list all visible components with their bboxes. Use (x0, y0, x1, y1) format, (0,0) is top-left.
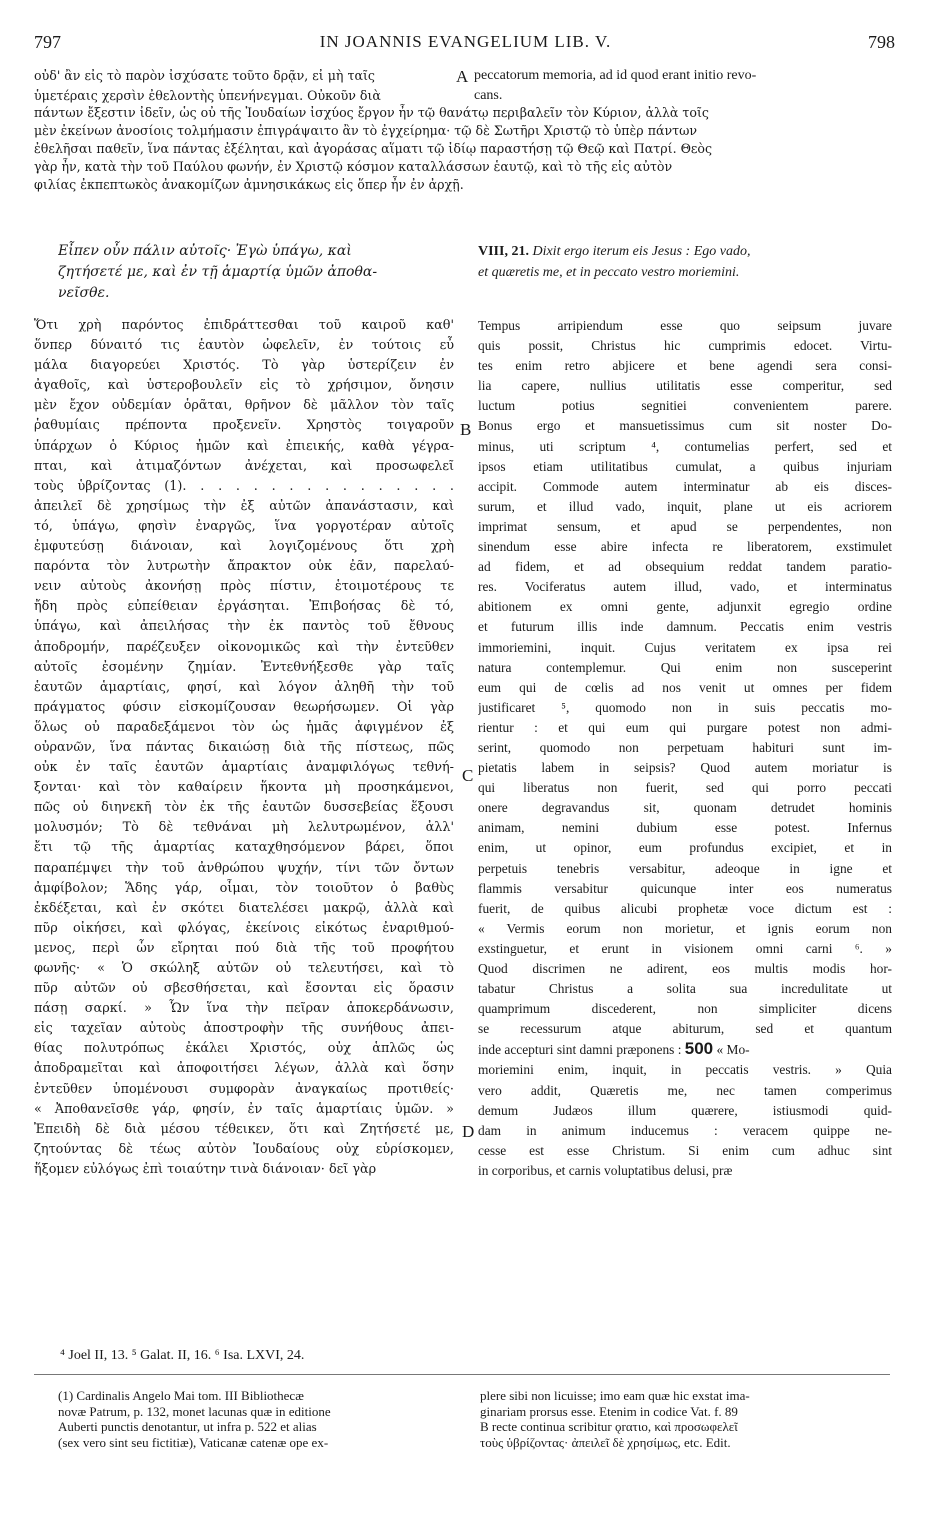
lemma-line: Εἶπεν οὖν πάλιν αὐτοῖς· Ἐγὼ ὑπάγω, καὶ (58, 243, 352, 259)
greek-line: θίας πολυτρόπως ἐκάλει Χριστός, οὐχ ἁπλῶς ὡς (34, 1041, 454, 1057)
greek-line: τοὺς ὑβρίζοντας (1). . . . . . . . . . . . . . . . (34, 478, 454, 494)
footnote-line: plere sibi non licuisse; imo eam quæ hic exstat ima- (480, 1388, 750, 1403)
latin-line: flammis versabitur quicunque inter eos numeratus (478, 880, 892, 896)
latin-line: tes enim retro abjicere et bene agendi sera consi- (478, 358, 892, 374)
greek-line: ὅνπερ δύναιτό τις ἑαυτὸν ὠφελεῖν, ἐν τούτοις εὖ (34, 338, 454, 354)
greek-line: παρόντα τὸν λυτρωτὴν ἄπρακτον οὐκ ἐᾶν, παρελαύ- (34, 559, 454, 575)
greek-line: μενος, περὶ ὧν εἴρηται πού διὰ τῆς τοῦ προφήτου (34, 940, 454, 956)
latin-line: fuerit, de quibus alicubi prophetæ voce dictum est : (478, 900, 892, 916)
greek-line: ἤδη πρὸς εὐπείθειαν ἐργάσηται. Ἐπιβοήσας δὲ τό, (34, 599, 454, 615)
lemma-line: et quæretis me, et in peccato vestro moriemini. (478, 265, 740, 280)
greek-line: μὲν ἔχον οὐδεμίαν ὁρᾶται, θρῆνον δὲ μᾶλλον τὸν ταῖς (34, 398, 454, 414)
greek-line: πράγματος φύσιν εἰσκομίζουσαν θεωρήσωμεν. Οἱ γὰρ (34, 699, 454, 715)
latin-line: cans. (474, 88, 503, 103)
latin-fragment: « Mo- (713, 1042, 750, 1058)
greek-line: ἀπειλεῖ δὲ χρησίμως τὴν ἐξ αὐτῶν ἀπανάστασιν, καὶ (34, 498, 454, 514)
greek-line: πῦρ αὐτῶν οὐ σβεσθήσεται, καὶ ἔσονται εἰς ὅρασιν (34, 981, 454, 997)
greek-line: μὲν ἐκείνων ἀνοσίοις τολμήμασιν ἐπιγράψαιτο ἂν τὸ ἐγχείρημα· τῷ δὲ Σωτῆρι Χριστῷ τὸ ὑπὲρ πάντων (34, 123, 698, 138)
running-title: IN JOANNIS EVANGELIUM LIB. V. (319, 32, 612, 51)
greek-line: ὅλως οὐ παραδεξάμενοι τὸν ὡς ἡμᾶς ἀφιγμένον ἐξ (34, 719, 454, 735)
greek-line: Ὅτι χρὴ παρόντος ἐπιδράττεσθαι τοῦ καιροῦ καθ' (34, 318, 454, 333)
latin-line: serint, quomodo non perpetuam habituri sunt im- (478, 739, 892, 755)
latin-text-column (478, 316, 892, 1181)
greek-line: ἥξομεν εὐλόγως ἐπὶ τοιαύτην τινὰ διάνοιαν· δεῖ γὰρ (34, 1161, 377, 1177)
column-number-marker: 500 (684, 1039, 714, 1059)
lemma-line: νεῖσθε. (58, 285, 110, 301)
footnote-line: Auberti punctis denotantur, ut infra p. 522 et alias (58, 1419, 317, 1434)
greek-line: ῥαθυμίαις πρέποντα προξενεῖν. Χρηστὸς τοιγαροῦν (34, 418, 454, 434)
greek-line: ἀμφίβολον; Ἅδης γάρ, οἶμαι, τὸν τοιοῦτον ὁ βαθὺς (34, 880, 454, 896)
latin-lemma (478, 241, 892, 283)
margin-letter-b: B (460, 420, 472, 439)
footnote-line: τοὺς ὑβρίζοντας· ἀπειλεῖ δὲ χρησίμως, etc. Edit. (480, 1434, 731, 1450)
greek-continuation (34, 66, 452, 106)
page-number-left: 797 (34, 32, 61, 52)
footnote-left (58, 1388, 458, 1450)
latin-line: dam in animum inducemus : veracem quippe ne- (478, 1122, 892, 1138)
greek-line: ἐθελῆσαι παθεῖν, ἵνα πάντας ἐξέληται, καὶ ἀγοράσας αἵματι τῷ ἰδίῳ παραστήσῃ τῷ Θεῷ καὶ Πατρί. Θεὸς (34, 141, 713, 156)
greek-line: « Ἀποθανεῖσθε γάρ, φησίν, ἐν ταῖς ἁμαρτίαις ὑμῶν. » (34, 1101, 454, 1117)
greek-lemma (58, 241, 468, 304)
greek-line: ζητούντας δὲ τέως αὐτὸν Ἰουδαίους οὐχ εὑρίσκομεν, (34, 1141, 454, 1157)
latin-line: accipit. Commode autem interminatur ab eis disces- (478, 478, 892, 494)
greek-line: πῶς οὐ διηνεκῆ τὸν ἐκ τῆς ἑαυτῶν δυσσεβείας ἕξουσι (34, 800, 454, 816)
footnote-line: (1) Cardinalis Angelo Mai tom. III Bibliothecæ (58, 1388, 304, 1403)
latin-line: peccatorum memoria, ad id quod erant initio revo- (474, 68, 757, 83)
footnote-line: (sex vero sint seu fictitiæ), Vaticanæ catenæ ope ex- (58, 1434, 329, 1450)
latin-line: qui liberatus non fuerit, sed qui porro peccati (478, 780, 892, 796)
latin-line: justificaret ⁵, quomodo non in suis peccatis mo- (478, 699, 892, 715)
latin-line: tabatur Christus a solita sua incredulitate ut (478, 981, 892, 997)
greek-line: ὑπάγω, καὶ ἀπειλήσας τὴν ἐκ παντὸς τοῦ ἔθνους (34, 619, 454, 635)
latin-line: vero addit, Quæretis me, nec tamen comperimus (478, 1082, 892, 1098)
latin-line: Tempus arripiendum esse quo seipsum juvare (478, 318, 892, 333)
greek-line: ἀγαθοῖς, καὶ ὑστεροβουλεῖν εἰς τὸ χρήσιμον, ὄνησιν (34, 378, 454, 394)
greek-line: ξονται· καὶ τὸν καθαίρειν ἥκοντα μὴ προσηκάμενοι, (34, 780, 454, 796)
latin-line: quamprimum discederent, non simpliciter dicens (478, 1001, 892, 1017)
latin-line: Bonus ergo et mansuetissimus cum sit noster Do- (478, 418, 892, 434)
lemma-line: ζητήσετέ με, καὶ ἐν τῇ ἁμαρτίᾳ ὑμῶν ἀποθα- (58, 264, 378, 280)
running-header (0, 32, 931, 58)
greek-line: γὰρ ἦν, κατὰ τὴν τοῦ Παύλου φωνήν, ἐν Χριστῷ κόσμον καταλλάσσων ἑαυτῷ, καὶ τὸ τῆς εἰς αὐτὸν (34, 159, 673, 174)
scripture-references: ⁴ Joel II, 13. ⁵ Galat. II, 16. ⁶ Isa. LXVI, 24. (60, 1348, 305, 1363)
latin-line: sinendum esse abire infecta re liberatorem, exstimulet (478, 539, 892, 555)
latin-line: pietatis labem in seipsis? Quod autem moriatur is (478, 760, 892, 776)
margin-letter-c: C (462, 766, 474, 785)
footnote-line: B recte continua scribitur ǫrατιο, καὶ προσωφελεῖ (480, 1419, 738, 1434)
margin-letter-d: D (462, 1122, 475, 1141)
greek-line: ἀποδραμεῖται καὶ ἀποφοιτήσει λέγων, ἀλλὰ καὶ ὅσην (34, 1061, 454, 1077)
greek-line: τό, ὑπάγω, φησὶν ἐναργῶς, ἵνα γοργοτέραν αὐτοῖς (34, 518, 454, 534)
greek-line: ἐμφυτεύσῃ διάνοιαν, καὶ λογιζομένους ὅτι χρὴ (34, 539, 454, 555)
latin-line: cesse est esse Christum. Si enim cum adhuc sint (478, 1142, 892, 1158)
lemma-line (478, 241, 892, 262)
latin-line: onere degravandus sit, quonam detrudet hominis (478, 800, 892, 816)
greek-line: πται, καὶ ἀτιμαζόντων ἀνέχεται, καὶ προσωφελεῖ (34, 458, 454, 474)
latin-line: surum, et illud vado, inquit, plane ut eis acriorem (478, 498, 892, 514)
footnote-line: ginariam prorsus esse. Etenim in codice Vat. f. 89 (480, 1403, 738, 1419)
greek-line: οὐκ ἐν ταῖς ἑαυτῶν ἁμαρτίαις ἀναμφιλόγως τεθνή- (34, 760, 454, 776)
latin-line: quis possit, Christus hic cumprimis edocet. Virtu- (478, 338, 892, 354)
latin-line: ipsos etiam utilitatibus cumulat, a quibus injuriam (478, 458, 892, 474)
latin-line: moriemini enim, inquit, in peccatis vestris. » Quia (478, 1062, 892, 1078)
greek-line: παραπέμψει τὴν τοῦ ἀνθρώπου ψυχήν, τίνι τῶν ὄντων (34, 860, 454, 876)
greek-line: ὑμετέραις χερσὶν ἐθελοντὴς ὑπενήνεγμαι. Οὐκοῦν διὰ (34, 88, 381, 103)
latin-line: enim, ut opinor, eum profundus excipiet, et in (478, 840, 892, 856)
greek-line: ἐκδέξεται, καὶ ἐν σκότει διατελέσει μακρῷ, ἀλλὰ καὶ (34, 900, 454, 916)
greek-line: πάντων ἔξεστιν ἰδεῖν, ὡς οὐ τῆς Ἰουδαίων ἰσχύος ἔργον ἦν τῷ θανάτῳ περιβαλεῖν τὸν Κύριον, ἀλλὰ τοῖς (34, 105, 709, 120)
greek-line: οὐδ' ἂν εἰς τὸ παρὸν ἰσχύσατε τοῦτο δρᾷν, εἰ μὴ ταῖς (34, 68, 375, 83)
page-number-right: 798 (868, 32, 895, 52)
greek-line: οὐρανῶν, ἵνα πάντας δικαιώσῃ διὰ τῆς πίστεως, πῶς (34, 739, 454, 755)
latin-line: eum qui de cœlis ad nos venit ut omnes per fidem (478, 679, 892, 695)
latin-line: imprimat sensum, et apud se perpendentes, non (478, 518, 892, 534)
greek-line: μολυσμόν; Τὸ δὲ τεθνάναι μὴ λελυτρωμένον, ἀλλ' (34, 820, 454, 836)
latin-line: exstinguetur, et erunt in visionem omni carni ⁶. » (478, 940, 892, 956)
greek-line: ἐντεῦθεν ὑπομένουσι συμφορὰν ἀναγκαίως προτιθείς· (34, 1081, 454, 1097)
lemma-text: Dixit ergo iterum eis Jesus : Ego vado, (532, 244, 751, 259)
greek-line: ἑαυτῶν ἁμαρτίαις, φησί, καὶ λόγον ἀληθῆ τὴν τοῦ (34, 679, 454, 695)
latin-line: luctum potius segnitiei convenientem parere. (478, 398, 892, 414)
latin-line: Quod discrimen ne adirent, eos multis modis hor- (478, 961, 892, 976)
margin-letter-a: A (456, 67, 469, 86)
latin-line: minus, uti scriptum ⁴, contumelias perfert, sed et (478, 438, 892, 454)
latin-continuation (474, 66, 888, 106)
latin-line: res. Vociferatus autem illud, vado, et interminatus (478, 579, 892, 595)
latin-line: in corporibus, et carnis voluptatibus delusi, præ (478, 1162, 733, 1178)
verse-reference: VIII, 21. (478, 244, 529, 259)
latin-line: natura contemplemur. Qui enim non susceperint (478, 659, 892, 675)
latin-line: ad fidem, et ad obsequium reddat tandem paratio- (478, 559, 892, 575)
footnote-line: novæ Patrum, p. 132, monet lacunas quæ in editione (58, 1403, 331, 1419)
greek-full-width-block (34, 104, 890, 194)
latin-line: et futurum illis inde damnum. Peccatis enim vestris (478, 619, 892, 635)
greek-line: πάσῃ σαρκί. » Ὧν ἵνα τὴν πεῖραν ἀποκερδάνωσιν, (34, 1001, 454, 1017)
greek-line: ἀποδρομήν, παρέζευξεν οἰκονομικῶς καὶ τὴν ἐντεῦθεν (34, 639, 454, 655)
latin-line: se recessurum atque abiturum, sed et quantum (478, 1021, 892, 1037)
latin-line: rientur : et qui eum qui purgare potest non admi- (478, 719, 892, 735)
latin-line: demum Judæos illum quærere, istiusmodi quid- (478, 1102, 892, 1118)
latin-line: « Vermis eorum non morietur, et ignis eorum non (478, 920, 892, 936)
greek-line: εἰς ταχεῖαν αὐτοὺς ἀποστροφὴν τῆς συνήθους ἀπει- (34, 1021, 454, 1037)
latin-line: perpetuis tenebris versabitur, adeoque in igne et (478, 860, 892, 876)
greek-line: μάλα διαγορεύει Χριστός. Τὸ γὰρ ὑστερίζειν ἐν (34, 358, 454, 374)
greek-line: πῦρ οἰκήσει, καὶ φλόγας, ἐκείνοις εἰκότως ἐναριθμού- (34, 920, 454, 936)
greek-line: φωνῆς· « Ὁ σκώληξ αὐτῶν οὐ τελευτήσει, καὶ τὸ (34, 961, 454, 976)
latin-line: immoriemini, inquit. Cujus veritatem ex ipsa rei (478, 639, 892, 655)
latin-line: inde accepturi sint damni præponens : 500 « Mo- (478, 1039, 750, 1059)
greek-line: νειν αὐτοὺς ἀκονήσῃ πρὸς πίστιν, ἑτοιμοτέρους τε (34, 579, 454, 595)
greek-line: φιλίας ἐκπεπτωκὸς ἀνακομίζων ἀμνησικάκως εἰς ὅπερ ἦν ἐν ἀρχῇ. (34, 177, 464, 192)
latin-line: abitionem ex omni gente, adjunxit egregio ordine (478, 599, 892, 615)
greek-text-column (34, 316, 454, 1180)
latin-line: lia capere, nullius utilitatis esse comperitur, sed (478, 378, 892, 394)
greek-line: αὐτοῖς ἐσομένην ζημίαν. Ἐντεθνήξεσθε γὰρ ταῖς (34, 659, 454, 675)
footnote-right (480, 1388, 890, 1450)
latin-line: animam, nemini dubium esse potest. Infernus (478, 820, 892, 836)
greek-line: Ἐπειδὴ δὲ διὰ μέσου τέθεικεν, ὅτι καὶ Ζητήσετέ με, (34, 1121, 454, 1137)
footnote-rule (34, 1374, 890, 1375)
greek-line: ὑπάρχων ὁ Κύριος ἡμῶν καὶ ἐπιεικής, καθὰ γέγρα- (34, 438, 454, 454)
greek-line: ἔτι τῷ τῆς ἁμαρτίας καταχθησόμενον βάρει, ὅποι (34, 840, 454, 856)
